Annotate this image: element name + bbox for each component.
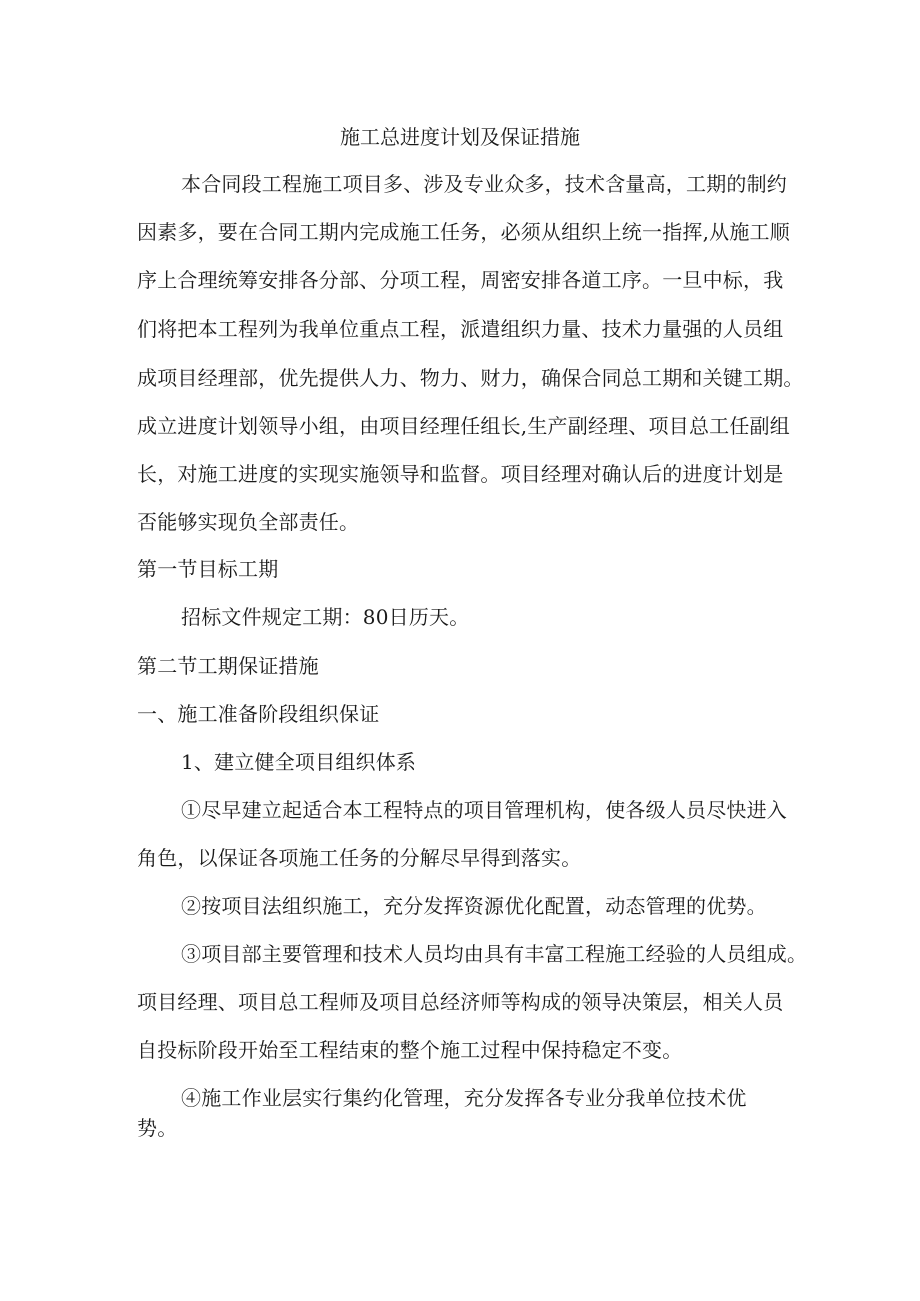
intro-line: 们将把本工程列为我单位重点工程，派遣组织力量、技术力量强的人员组 xyxy=(137,317,784,341)
intro-line: 因素多，要在合同工期内完成施工任务，必须从组织上统一指挥,从施工顺 xyxy=(137,220,790,244)
item3-line: 项目经理、项目总工程师及项目总经济师等构成的领导决策层，相关人员 xyxy=(137,990,784,1014)
intro-line: 否能够实现负全部责任。 xyxy=(137,510,360,534)
sub-heading: 一、施工准备阶段组织保证 xyxy=(137,702,380,726)
item4-line: ④施工作业层实行集约化管理，充分发挥各专业分我单位技术优 xyxy=(181,1086,747,1110)
section1-text: 招标文件规定工期：80日历天。 xyxy=(181,605,470,629)
item2-line: ②按项目法组织施工，充分发挥资源优化配置，动态管理的优势。 xyxy=(181,894,767,918)
item1-line: ①尽早建立起适合本工程特点的项目管理机构，使各级人员尽快进入 xyxy=(181,798,787,822)
intro-line: 成立进度计划领导小组，由项目经理任组长,生产副经理、项目总工任副组 xyxy=(137,414,790,438)
item4-line: 势。 xyxy=(137,1116,178,1140)
item3-line: ③项目部主要管理和技术人员均由具有丰富工程施工经验的人员组成。 xyxy=(181,942,808,966)
item-heading: 1、建立健全项目组织体系 xyxy=(181,750,417,774)
intro-line: 成项目经理部，优先提供人力、物力、财力，确保合同总工期和关键工期。 xyxy=(137,366,804,390)
item3-line: 自投标阶段开始至工程结束的整个施工过程中保持稳定不变。 xyxy=(137,1038,683,1062)
document-title: 施工总进度计划及保证措施 xyxy=(340,125,580,149)
intro-line: 长，对施工进度的实现实施领导和监督。项目经理对确认后的进度计划是 xyxy=(137,462,784,486)
section1-heading: 第一节目标工期 xyxy=(137,557,279,581)
section2-heading: 第二节工期保证措施 xyxy=(137,654,319,678)
intro-line: 本合同段工程施工项目多、涉及专业众多，技术含量高，工期的制约 xyxy=(181,172,787,196)
item1-line: 角色，以保证各项施工任务的分解尽早得到落实。 xyxy=(137,846,582,870)
intro-line: 序上合理统筹安排各分部、分项工程，周密安排各道工序。一旦中标，我 xyxy=(137,268,784,292)
